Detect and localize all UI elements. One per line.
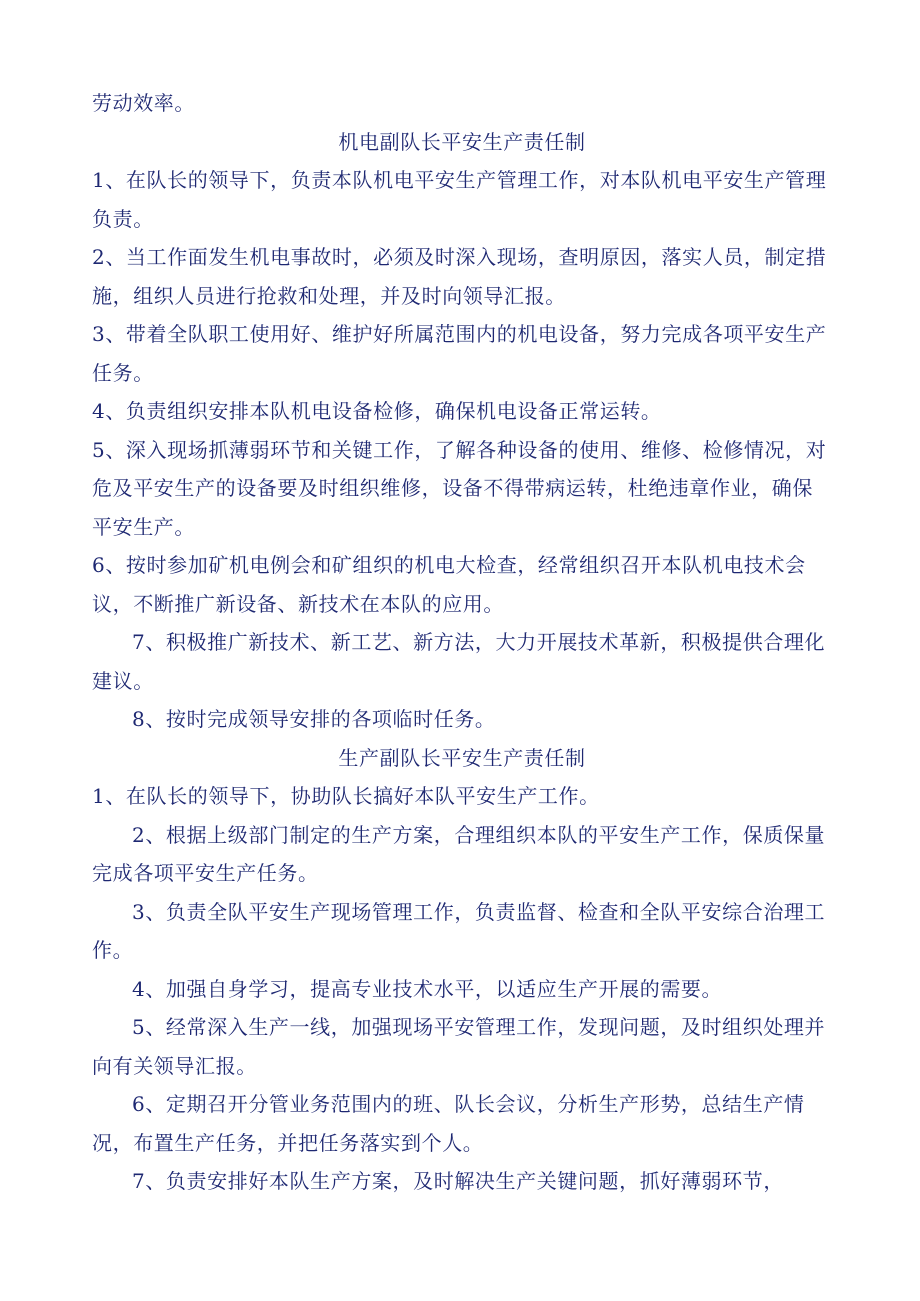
paragraph: 8、按时完成领导安排的各项临时任务。	[132, 707, 496, 731]
section-title-production: 生产副队长平安生产责任制	[338, 745, 586, 770]
intro-fragment: 劳动效率。	[92, 91, 195, 115]
section-title-electromechanical: 机电副队长平安生产责任制	[338, 129, 586, 154]
document-body	[92, 84, 832, 1201]
paragraph: 4、加强自身学习，提高专业技术水平，以适应生产开展的需要。	[132, 976, 723, 1001]
paragraph: 2、根据上级部门制定的生产方案，合理组织本队的平安生产工作，保质保量完成各项平安生产任务。	[92, 822, 826, 885]
paragraph: 3、带着全队职工使用好、维护好所属范围内的机电设备，努力完成各项平安生产任务。	[92, 322, 827, 385]
paragraph: 5、深入现场抓薄弱环节和关键工作，了解各种设备的使用、维修、检修情况，对危及平安生产的设备要及时组织维修，设备不得带病运转，杜绝违章作业，确保平安生产。	[92, 437, 827, 539]
paragraph: 6、定期召开分管业务范围内的班、队长会议，分析生产形势，总结生产情况，布置生产任务，并把任务落实到个人。	[92, 1092, 805, 1155]
paragraph: 1、在队长的领导下，协助队长搞好本队平安生产工作。	[92, 784, 600, 808]
paragraph: 7、负责安排好本队生产方案，及时解决生产关键问题，抓好薄弱环节，	[132, 1169, 784, 1193]
paragraph: 2、当工作面发生机电事故时，必须及时深入现场，查明原因，落实人员，制定措施，组织人员进行抢救和处理，并及时向领导汇报。	[92, 245, 827, 308]
paragraph: 7、积极推广新技术、新工艺、新方法，大力开展技术革新，积极提供合理化建议。	[92, 630, 826, 693]
paragraph: 3、负责全队平安生产现场管理工作，负责监督、检查和全队平安综合治理工作。	[92, 899, 826, 962]
paragraph: 6、按时参加矿机电例会和矿组织的机电大检查，经常组织召开本队机电技术会议，不断推广新设备、新技术在本队的应用。	[92, 553, 806, 616]
paragraph: 1、在队长的领导下，负责本队机电平安生产管理工作，对本队机电平安生产管理负责。	[92, 168, 827, 231]
paragraph: 5、经常深入生产一线，加强现场平安管理工作，发现问题，及时组织处理并向有关领导汇报。	[92, 1015, 826, 1078]
paragraph: 4、负责组织安排本队机电设备检修，确保机电设备正常运转。	[92, 399, 662, 423]
